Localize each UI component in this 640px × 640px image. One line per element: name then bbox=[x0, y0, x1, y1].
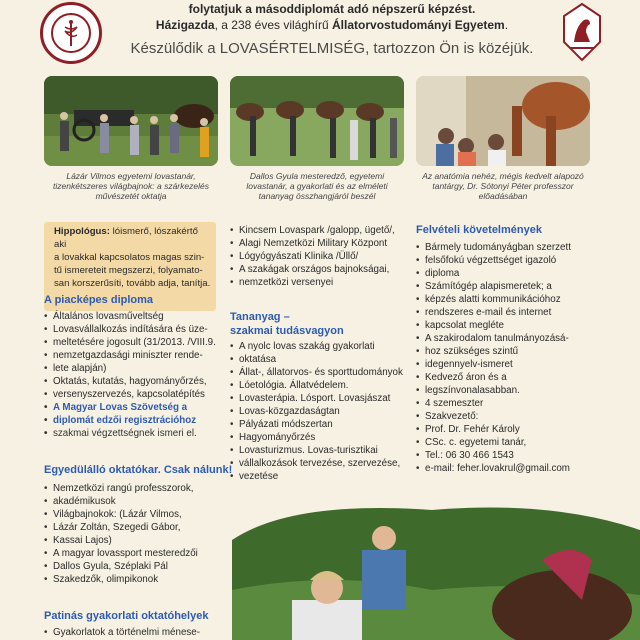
faculty-list bbox=[44, 482, 224, 586]
list-item: • Dallos Gyula, Széplaki Pál bbox=[44, 560, 224, 573]
list-item: • idegennyelv-ismeret bbox=[416, 358, 606, 371]
section-heading-faculty: Egyedülálló oktatókar. Csak nálunk! bbox=[44, 464, 233, 476]
list-item: • Állat-, állatorvos- és sporttudományok bbox=[230, 366, 410, 379]
list-item: • oktatása bbox=[230, 353, 410, 366]
list-item: • vállalkozások tervezése, szervezése, bbox=[230, 457, 410, 470]
list-item: • A nyolc lovas szakág gyakorlati bbox=[230, 340, 410, 353]
list-item: • legszínvonalasabban. bbox=[416, 384, 606, 397]
list-item: • felsőfokú végzettséget igazoló bbox=[416, 254, 606, 267]
list-item: • Szakvezető: bbox=[416, 410, 606, 423]
list-item: • nemzetgazdasági miniszter rende- bbox=[44, 349, 224, 362]
list-item: • Lóetológia. Állatvédelem. bbox=[230, 379, 410, 392]
section-heading-admission: Felvételi követelmények bbox=[416, 224, 542, 236]
list-item: • Kincsem Lovaspark /galopp, ügető/, bbox=[230, 224, 410, 237]
list-item: • A magyar lovassport mesteredzői bbox=[44, 547, 224, 560]
list-item: • Kassai Lajos) bbox=[44, 534, 224, 547]
header-tagline: Készülődik a LOVASÉRTELMISÉG, tartozzon Ön is közéjük. bbox=[130, 40, 534, 57]
caption-photo-1: Lázár Vilmos egyetemi lovastanár, tizenkétszeres világbajnok: a szárkezelés művészetét oktatja bbox=[53, 171, 209, 201]
diploma-list bbox=[44, 310, 224, 440]
list-item-highlight: • A Magyar Lovas Szövetség a bbox=[44, 401, 224, 414]
list-item: • kapcsolat megléte bbox=[416, 319, 606, 332]
list-item: • Alagi Nemzetközi Military Központ bbox=[230, 237, 410, 250]
list-item: • Lógyógyászati Klinika /Üllő/ bbox=[230, 250, 410, 263]
list-item: • lete alapján) bbox=[44, 362, 224, 375]
list-item: • Pályázati módszertan bbox=[230, 418, 410, 431]
list-item: • Lovasvállalkozás indítására és üze- bbox=[44, 323, 224, 336]
list-item: • Világbajnokok: (Lázár Vilmos, bbox=[44, 508, 224, 521]
list-item: • Lovas-közgazdaságtan bbox=[230, 405, 410, 418]
list-item: • Számítógép alapismeretek; a bbox=[416, 280, 606, 293]
section-heading-locations: Patinás gyakorlati oktatóhelyek bbox=[44, 610, 209, 622]
list-item: • Lázár Zoltán, Szegedi Gábor, bbox=[44, 521, 224, 534]
list-item: • CSc. c. egyetemi tanár, bbox=[416, 436, 606, 449]
caduceus-icon bbox=[51, 13, 91, 53]
list-item: • Prof. Dr. Fehér Károly bbox=[416, 423, 606, 436]
horse-shield-logo bbox=[562, 2, 602, 62]
list-item: • meltetésére jogosult (31/2013. /VIII.9. bbox=[44, 336, 224, 349]
locations-list bbox=[44, 626, 234, 639]
list-item: • Általános lovasműveltség bbox=[44, 310, 224, 323]
list-item: • Oktatás, kutatás, hagyományőrzés, bbox=[44, 375, 224, 388]
list-item: • Lovasterápia. Lósport. Lovasjászat bbox=[230, 392, 410, 405]
photo-instructors-with-horse bbox=[232, 500, 640, 640]
list-item: • nemzetközi versenyei bbox=[230, 276, 410, 289]
list-item: • képzés alatti kommunikációhoz bbox=[416, 293, 606, 306]
list-item: • diploma bbox=[416, 267, 606, 280]
list-item: • versenyszervezés, kapcsolatépítés bbox=[44, 388, 224, 401]
university-seal-logo bbox=[40, 2, 102, 64]
photo-carriage-driving bbox=[44, 76, 218, 166]
list-item: • rendszeres e-mail és internet bbox=[416, 306, 606, 319]
photo-anatomy-lesson bbox=[416, 76, 590, 166]
header-line-2: Házigazda, a 238 éves világhírű Állatorvostudományi Egyetem. bbox=[155, 18, 509, 32]
list-item: • Kedvező áron és a bbox=[416, 371, 606, 384]
caption-photo-2: Dallos Gyula mesteredző, egyetemi lovastanár, a gyakorlati és az elméleti tananyag összhangjáról beszél bbox=[246, 171, 388, 201]
list-item: • akadémikusok bbox=[44, 495, 224, 508]
section-heading-diploma: A piacképes diploma bbox=[44, 294, 154, 306]
list-item: • Bármely tudományágban szerzett bbox=[416, 241, 606, 254]
list-item: • hoz szükséges szintű bbox=[416, 345, 606, 358]
list-item: • 4 szemeszter bbox=[416, 397, 606, 410]
header-line-1: folytatjuk a másoddiplomát adó népszerű képzést. bbox=[188, 2, 476, 16]
section-heading-curriculum: Tananyag – szakmai tudásvagyon bbox=[230, 311, 344, 337]
list-item: • A szakirodalom tanulmányozásá- bbox=[416, 332, 606, 345]
list-item: • Hagyományőrzés bbox=[230, 431, 410, 444]
photo-riders-lecture bbox=[230, 76, 404, 166]
list-item: • Tel.: 06 30 466 1543 bbox=[416, 449, 606, 462]
hippologus-definition: Hippológus: lóismerő, lószakértő aki a lovakkal kapcsolatos magas szin- tű ismereteit megszerzi, folyamato- san korszerűsíti, tovább adja, tanítja. bbox=[54, 226, 211, 289]
list-item: • Nemzetközi rangú professzorok, bbox=[44, 482, 224, 495]
list-item: • vezetése bbox=[230, 470, 410, 483]
admission-list bbox=[416, 241, 606, 475]
list-item-highlight: • szakmai végzettségnek ismeri el. bbox=[44, 427, 224, 440]
list-item: • Lovasturizmus. Lovas-turisztikai bbox=[230, 444, 410, 457]
contact-email[interactable]: • e-mail: feher.lovakrul@gmail.com bbox=[416, 462, 606, 475]
list-item: • A szakágak országos bajnokságai, bbox=[230, 263, 410, 276]
caption-photo-3: Az anatómia nehéz, mégis kedvelt alapozó tantárgy, Dr. Sótonyi Péter professzor előadásában bbox=[422, 171, 584, 201]
curriculum-list bbox=[230, 340, 410, 483]
list-item: • Gyakorlatok a történelmi ménese- bbox=[44, 626, 234, 639]
list-item-highlight: • diplomát edzői regisztrációhoz bbox=[44, 414, 224, 427]
venues-list bbox=[230, 224, 410, 289]
list-item: • Szakedzők, olimpikonok bbox=[44, 573, 224, 586]
